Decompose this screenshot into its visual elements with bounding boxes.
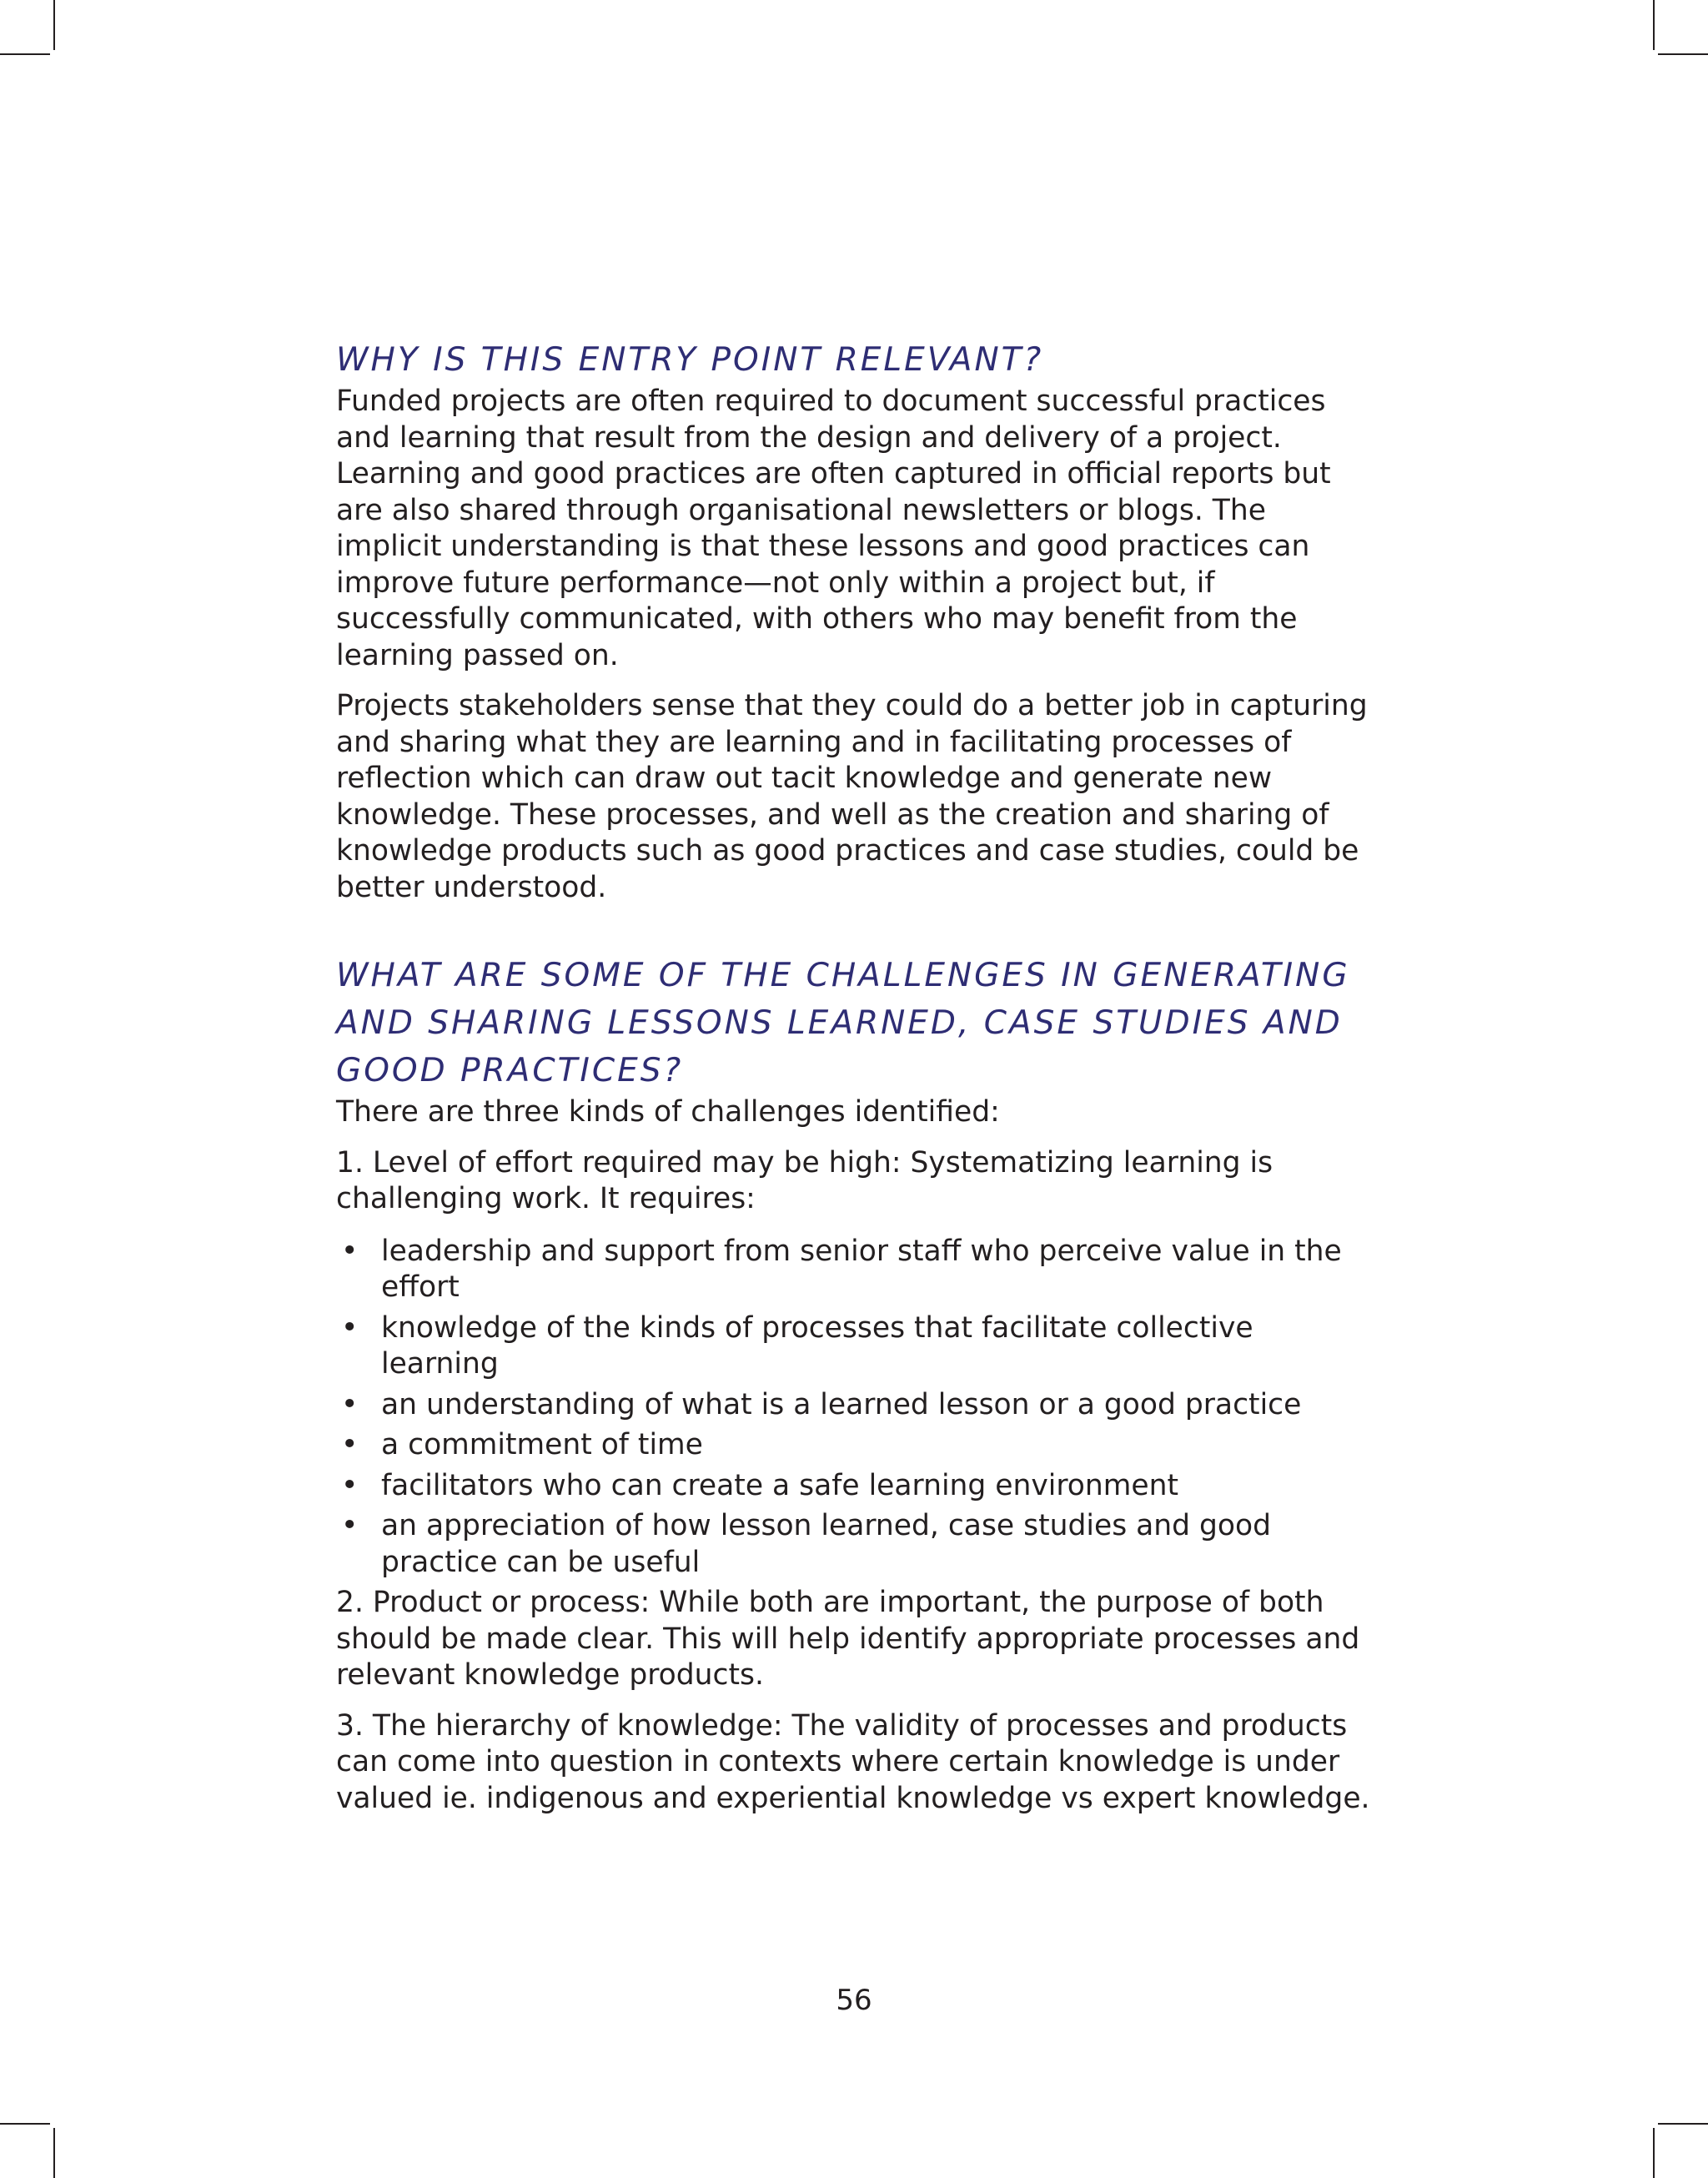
list-item — [336, 1468, 1379, 1505]
bullet-icon: • — [341, 1468, 359, 1502]
paragraph-intro: There are three kinds of challenges identified: — [336, 1095, 1000, 1129]
section-heading: WHY IS THIS ENTRY POINT RELEVANT? — [336, 341, 1044, 379]
page-content — [336, 329, 1379, 1817]
list-item-text: knowledge of the kinds of processes that facilitate collective learning — [381, 1310, 1253, 1381]
list-item — [336, 1387, 1379, 1424]
list-item — [336, 1427, 1379, 1464]
bullet-icon: • — [341, 1310, 359, 1345]
crop-mark — [0, 2123, 50, 2125]
list-item — [336, 1508, 1379, 1581]
list-item-text: an appreciation of how lesson learned, case studies and good practice can be useful — [381, 1509, 1272, 1579]
crop-mark — [1653, 0, 1655, 50]
numbered-item: 3. The hierarchy of knowledge: The validity of processes and products can come into question in contexts where certain knowledge is under valued ie. indigenous and experiential knowledge vs expert knowledge. — [336, 1708, 1370, 1815]
crop-mark — [1658, 53, 1708, 55]
list-item-text: an understanding of what is a learned lesson or a good practice — [381, 1387, 1302, 1421]
bullet-icon: • — [341, 1509, 359, 1542]
numbered-item: 1. Level of effort required may be high: Systematizing learning is challenging work. It requires: — [336, 1145, 1273, 1215]
paragraph: Projects stakeholders sense that they could do a better job in capturing and sharing what they are learning and in facilitating processes of reflection which can draw out tacit knowledge and generate new knowledge. These processes, and well as the creation and sharing of knowledge products such as good practices and case studies, could be better understood. — [336, 689, 1368, 904]
numbered-item: 2. Product or process: While both are important, the purpose of both should be made clear. This will help identify appropriate processes and relevant knowledge products. — [336, 1586, 1360, 1692]
crop-mark — [53, 2128, 55, 2178]
crop-mark — [1653, 2128, 1655, 2178]
list-item — [336, 1310, 1379, 1383]
page-number: 56 — [836, 1984, 872, 2017]
list-item-text: leadership and support from senior staff who perceive value in the effort — [381, 1234, 1342, 1304]
paragraph: Funded projects are often required to document successful practices and learning that result from the design and delivery of a project. Learning and good practices are often captured in official reports but are also shared through organisational newsletters or blogs. The implicit understanding is that these lessons and good practices can improve future performance—not only within a project but, if successfully communicated, with others who may benefit from the learning passed on. — [336, 385, 1331, 672]
bullet-icon: • — [341, 1234, 359, 1268]
bullet-icon: • — [341, 1387, 359, 1421]
crop-mark — [1658, 2123, 1708, 2125]
crop-mark — [0, 53, 50, 55]
bullet-icon: • — [341, 1428, 359, 1461]
bullet-list — [336, 1234, 1379, 1582]
section-heading: WHAT ARE SOME OF THE CHALLENGES IN GENERATING AND SHARING LESSONS LEARNED, CASE STUDIES AND GOOD PRACTICES? — [336, 957, 1350, 1089]
crop-mark — [53, 0, 55, 50]
list-item-text: facilitators who can create a safe learning environment — [381, 1468, 1179, 1502]
list-item-text: a commitment of time — [381, 1428, 703, 1461]
list-item — [336, 1234, 1379, 1306]
